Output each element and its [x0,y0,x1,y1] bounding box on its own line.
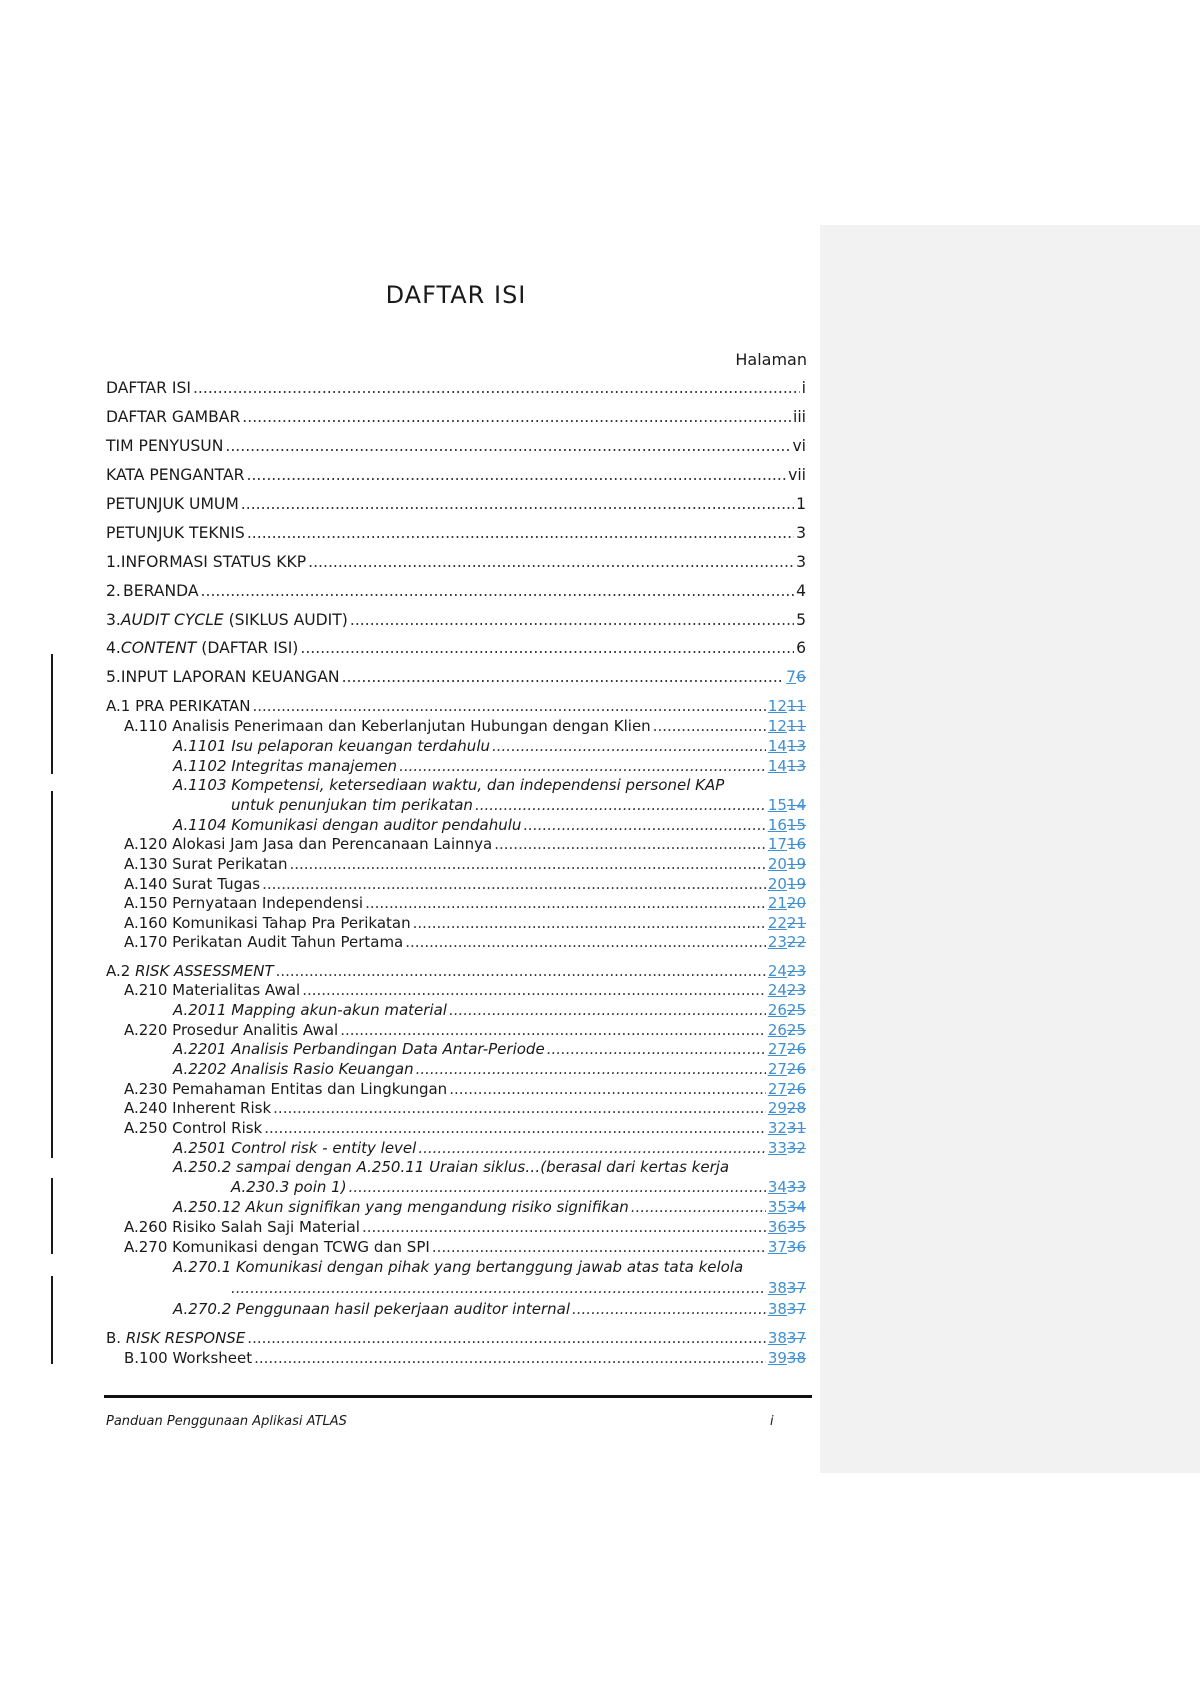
footer-title: Panduan Penggunaan Aplikasi ATLAS [106,1414,347,1429]
toc-number: 5. [106,668,121,686]
toc-label: A.120 Alokasi Jam Jasa dan Perencanaan Lainnya [124,835,493,853]
toc-page: 3231 [767,1119,806,1137]
toc-page: 1211 [767,717,806,735]
toc-subsection[interactable] [124,875,806,895]
toc-page: 1 [796,495,806,513]
change-bar [51,1178,53,1254]
toc-page: 2221 [767,914,806,932]
toc-page: vii [788,466,806,484]
toc-page: 3332 [767,1139,806,1157]
toc-label: A.1101 Isu pelaporan keuangan terdahulu [173,737,490,755]
toc-page: 2019 [767,875,806,893]
toc-label: A.1102 Integritas manajemen [173,757,398,775]
toc-page: 3635 [767,1218,806,1236]
toc-subsection[interactable] [124,981,806,1001]
toc-label: A.130 Surat Perikatan [124,855,288,873]
toc-subsection[interactable] [124,835,806,855]
toc-label: A.230 Pemahaman Entitas dan Lingkungan [124,1080,448,1098]
toc-number: 1. [106,553,121,571]
toc-page: 3837 [767,1279,806,1297]
toc-entry[interactable] [106,553,806,577]
toc-subsection[interactable] [124,933,806,953]
toc-label: A.2202 Analisis Rasio Keuangan [173,1060,414,1078]
toc-page: 3534 [767,1198,806,1216]
toc-page: 1615 [767,816,806,834]
toc-subsection[interactable] [124,1218,806,1238]
toc-page: vi [792,437,806,455]
toc-label: A.1104 Komunikasi dengan auditor pendahulu [173,816,522,834]
toc-label: A.240 Inherent Risk [124,1099,272,1117]
page-title: DAFTAR ISI [385,281,527,309]
toc-page: 2120 [767,894,806,912]
toc-page: 3736 [767,1238,806,1256]
toc-label: TIM PENYUSUN [106,437,224,455]
toc-section[interactable] [106,962,806,982]
toc-number: 4. [106,639,121,657]
toc-page: 3433 [767,1178,806,1196]
toc-entry[interactable] [106,408,806,432]
toc-subsubsection[interactable] [173,737,806,757]
toc-page: 1514 [767,796,806,814]
toc-label: INPUT LAPORAN KEUANGAN [120,668,340,686]
toc-page: 1211 [767,697,806,715]
toc-page: 4 [796,582,806,600]
toc-number: 2. [106,582,121,600]
toc-page: 2928 [767,1099,806,1117]
toc-page: 2726 [767,1060,806,1078]
toc-entry[interactable] [106,611,806,635]
toc-page: 76 [786,668,806,686]
toc-subsubsection[interactable] [173,1198,806,1218]
toc-subsection[interactable] [124,1119,806,1139]
toc-label: BERANDA [123,582,199,600]
toc-label: A.2501 Control risk - entity level [173,1139,417,1157]
toc-entry[interactable] [106,466,806,490]
toc-label: A.110 Analisis Penerimaan dan Keberlanjutan Hubungan dengan Klien [124,717,651,735]
toc-label: A.210 Materialitas Awal [124,981,301,999]
toc-number: 3. [106,611,121,629]
toc-page: 6 [796,639,806,657]
toc-label: AUDIT CYCLE (SIKLUS AUDIT) [120,611,348,629]
toc-entry[interactable] [106,524,806,548]
toc-label: KATA PENGANTAR [106,466,245,484]
toc-label: DAFTAR GAMBAR [106,408,241,426]
toc-page: 3938 [767,1349,806,1367]
toc-subsubsection[interactable] [173,757,806,777]
toc-page: 2019 [767,855,806,873]
toc-page: 2726 [767,1080,806,1098]
toc-entry[interactable] [106,582,806,606]
toc-label: A.150 Pernyataan Independensi [124,894,364,912]
toc-section[interactable] [106,697,806,717]
toc-page: 3837 [767,1329,806,1347]
comment-pane [820,225,1200,1473]
toc-page: 2625 [767,1021,806,1039]
toc-label: PETUNJUK UMUM [106,495,239,513]
toc-page: 2423 [767,962,806,980]
change-bar [51,654,53,774]
toc-subsection[interactable] [124,894,806,914]
toc-subsubsection[interactable] [173,1139,806,1159]
toc-subsection[interactable] [124,717,806,737]
toc-subsubsection[interactable] [173,1300,806,1320]
toc-label: A.1 PRA PERIKATAN [106,697,251,715]
toc-page: 5 [796,611,806,629]
toc-subsection[interactable] [124,1238,806,1258]
toc-page: 2322 [767,933,806,951]
toc-subsection[interactable] [124,1099,806,1119]
toc-subsubsection[interactable] [173,1040,806,1060]
toc-entry[interactable] [106,379,806,403]
toc-label: A.220 Prosedur Analitis Awal [124,1021,339,1039]
toc-label: A.270.2 Penggunaan hasil pekerjaan auditor internal [173,1300,570,1318]
toc-page: 1716 [767,835,806,853]
toc-label: A.2 RISK ASSESSMENT [106,962,274,980]
toc-page: 3837 [767,1300,806,1318]
toc-entry[interactable] [106,437,806,461]
toc-label: B.100 Worksheet [124,1349,253,1367]
toc-subsubsection[interactable] [173,1060,806,1080]
toc-entry[interactable] [106,668,806,692]
toc-label: A.2201 Analisis Perbandingan Data Antar-Periode [173,1040,545,1058]
toc-page: 2423 [767,981,806,999]
toc-subsection[interactable] [124,855,806,875]
toc-label: untuk penunjukan tim perikatan [231,796,473,814]
toc-label: A.2011 Mapping akun-akun material [173,1001,447,1019]
toc-label: A.170 Perikatan Audit Tahun Pertama [124,933,404,951]
footer-page-number: i [770,1414,774,1429]
toc-page: iii [793,408,806,426]
change-bar [51,1276,53,1364]
toc-subsubsection[interactable] [231,1279,806,1299]
footer-divider [104,1395,812,1398]
toc-page: 2726 [767,1040,806,1058]
halaman-label: Halaman [735,350,807,369]
toc-subsection[interactable] [124,1021,806,1041]
toc-label: A.270 Komunikasi dengan TCWG dan SPI [124,1238,430,1256]
toc-label: CONTENT (DAFTAR ISI) [120,639,299,657]
toc-label: A.160 Komunikasi Tahap Pra Perikatan [124,914,411,932]
toc-subsection[interactable] [124,914,806,934]
toc-label: B. RISK RESPONSE [106,1329,246,1347]
toc-page: 1413 [767,737,806,755]
change-bar [51,791,53,1158]
toc-subsubsection[interactable] [231,796,806,816]
toc-label: A.250.12 Akun signifikan yang mengandung risiko signifikan [173,1198,629,1216]
toc-label: A.250 Control Risk [124,1119,263,1137]
toc-entry[interactable] [106,495,806,519]
toc-label-line1[interactable]: A.250.2 sampai dengan A.250.11 Uraian siklus…(berasal dari kertas kerja [173,1158,730,1176]
toc-label: DAFTAR ISI [106,379,191,397]
toc-label-line1[interactable]: A.1103 Kompetensi, ketersediaan waktu, dan independensi personel KAP [173,776,725,794]
toc-subsection[interactable] [124,1349,806,1369]
toc-page: 3 [796,524,806,542]
toc-label: A.230.3 poin 1) [231,1178,347,1196]
toc-label-line1[interactable]: A.270.1 Komunikasi dengan pihak yang bertanggung jawab atas tata kelola [173,1258,744,1276]
toc-section[interactable] [106,1329,806,1349]
toc-label: INFORMASI STATUS KKP [120,553,307,571]
toc-subsubsection[interactable] [173,816,806,836]
toc-subsubsection[interactable] [173,1001,806,1021]
toc-subsection[interactable] [124,1080,806,1100]
toc-subsubsection[interactable] [231,1178,806,1198]
toc-entry[interactable] [106,639,806,663]
toc-label: A.260 Risiko Salah Saji Material [124,1218,360,1236]
toc-page: 2625 [767,1001,806,1019]
toc-page: 1413 [767,757,806,775]
toc-page: 3 [796,553,806,571]
toc-label: PETUNJUK TEKNIS [106,524,245,542]
toc-label: A.140 Surat Tugas [124,875,261,893]
toc-page: i [801,379,806,397]
